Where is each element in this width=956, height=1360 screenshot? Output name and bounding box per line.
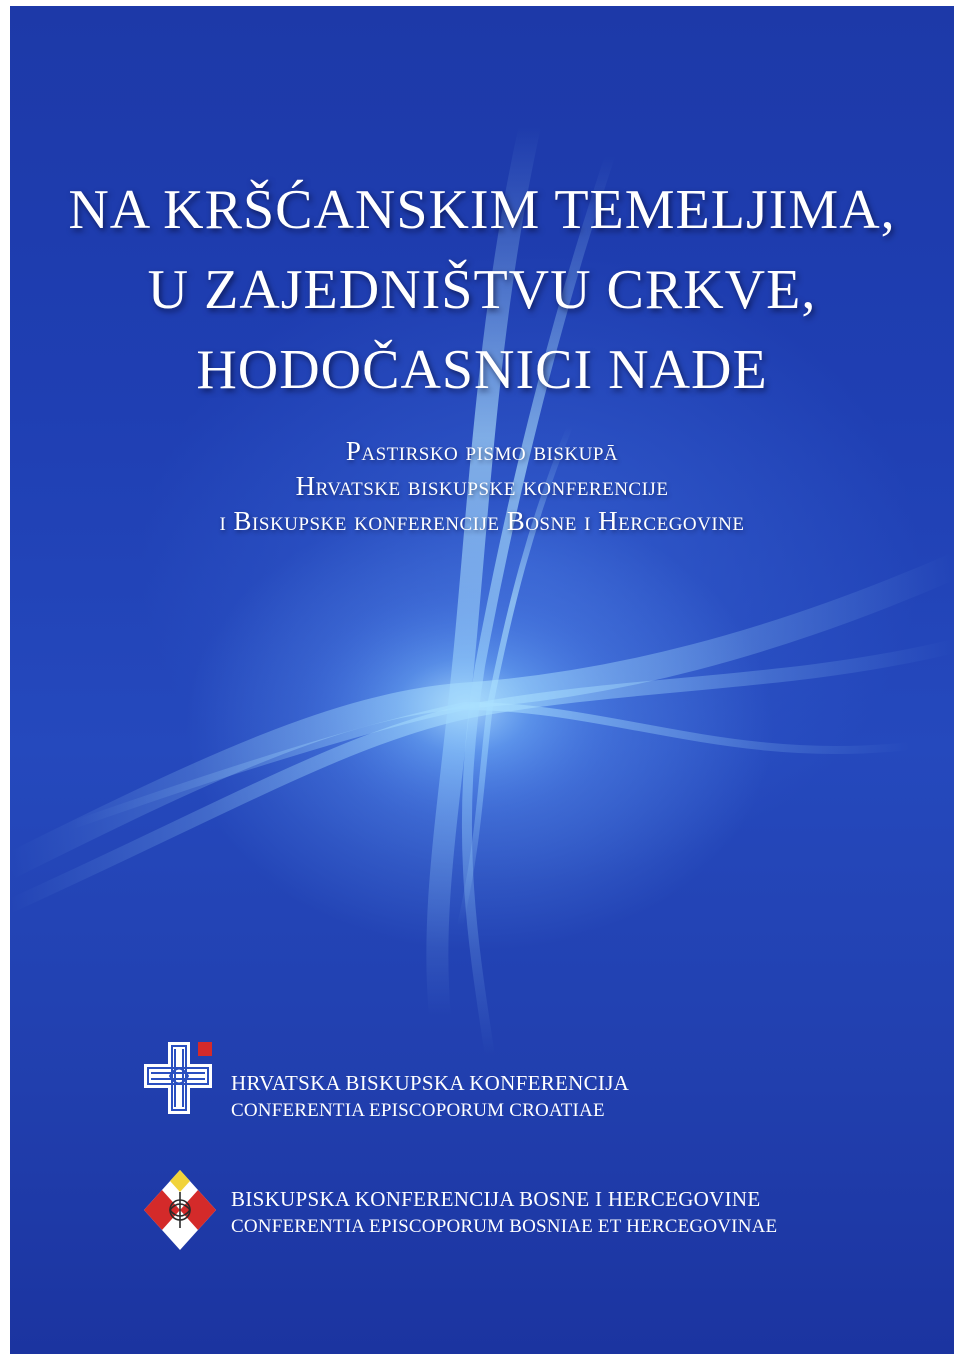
cover-subtitle [10,434,954,539]
title-line-1: NA KRŠĆANSKIM TEMELJIMA, [68,179,896,241]
bkbih-diamond-logo-icon [140,1166,220,1256]
subtitle-line-3: i Biskupske konferencije Bosne i Hercegovine [219,506,745,536]
org-hbk [140,1036,900,1126]
subtitle-line-1: Pastirsko pismo biskupā [345,436,619,466]
title-line-3: HODOČASNICI NADE [196,339,768,401]
org-hbk-latin: CONFERENTIA EPISCOPORUM CROATIAE [231,1100,605,1121]
org-hbk-text [231,1070,629,1124]
org-bkbih [140,1166,900,1256]
title-line-2: U ZAJEDNIŠTVU CRKVE, [147,259,817,321]
cover-title [10,170,954,410]
subtitle-line-2: Hrvatske biskupske konferencije [295,471,669,501]
org-bkbih-name: BISKUPSKA KONFERENCIJA BOSNE I HERCEGOVINE [231,1187,761,1211]
org-hbk-name: HRVATSKA BISKUPSKA KONFERENCIJA [231,1071,630,1095]
hbk-cross-logo-icon [140,1036,220,1116]
org-bkbih-text [231,1186,777,1240]
book-cover [10,6,954,1354]
org-bkbih-latin: CONFERENTIA EPISCOPORUM BOSNIAE ET HERCEGOVINAE [231,1216,778,1237]
